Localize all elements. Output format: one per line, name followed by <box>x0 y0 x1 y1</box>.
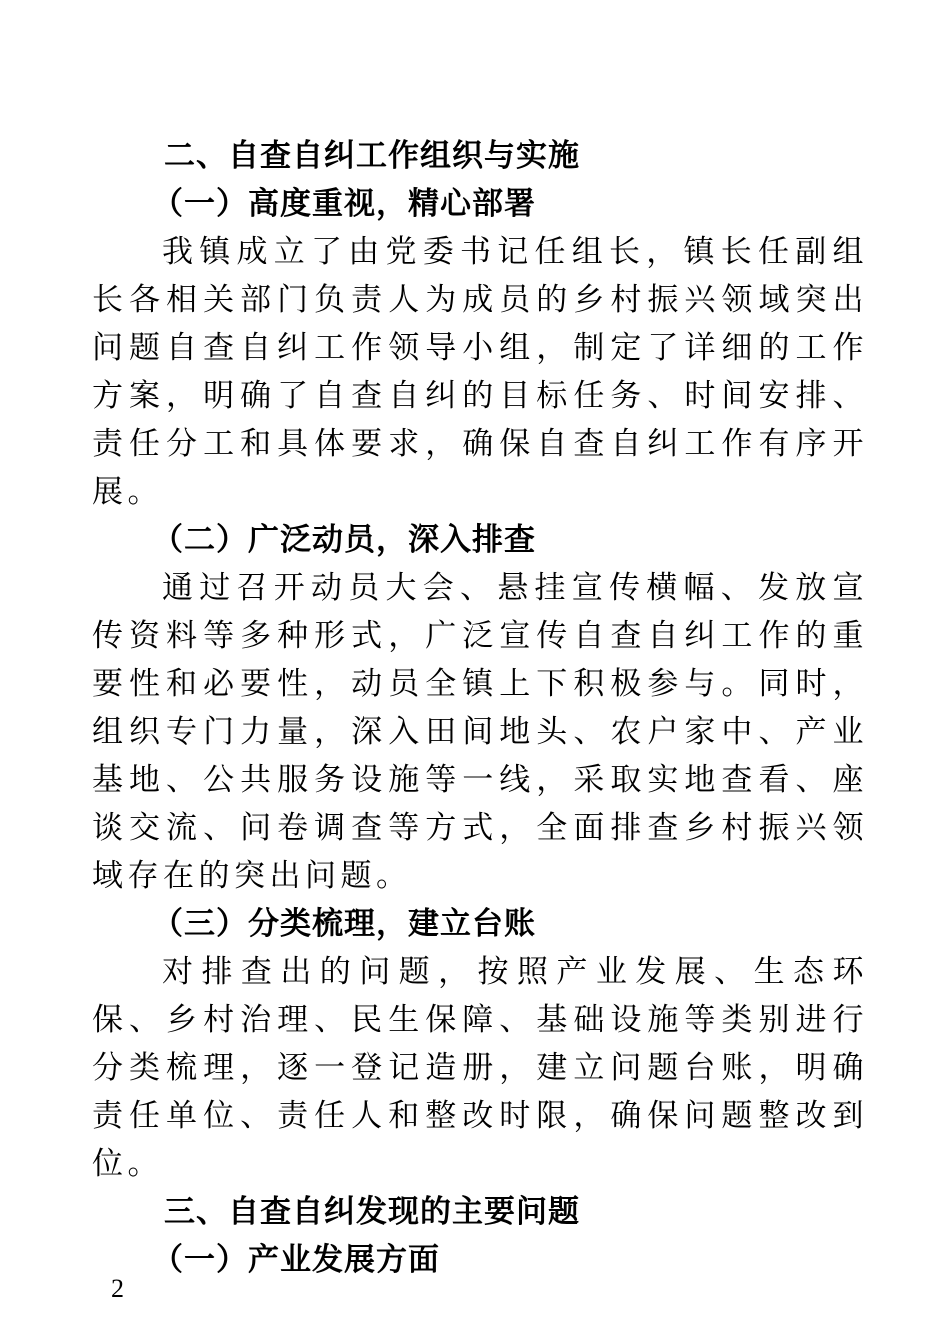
paragraph-2-2: 通过召开动员大会、悬挂宣传横幅、发放宣传资料等多种形式，广泛宣传自查自纠工作的重要性和必要性，动员全镇上下积极参与。同时，组织专门力量，深入田间地头、农户家中、产业基地、公共服务设施等一线，采取实地查看、座谈交流、问卷调查等方式，全面排查乡村振兴领域存在的突出问题。 <box>92 570 868 894</box>
section-heading-3: 三、自查自纠发现的主要问题 <box>164 1194 580 1230</box>
subsection-heading-2-2: （二）广泛动员，深入排查 <box>152 522 536 558</box>
section-heading-2: 二、自查自纠工作组织与实施 <box>164 138 580 174</box>
subsection-heading-2-3: （三）分类梳理，建立台账 <box>152 906 536 942</box>
document-body <box>92 132 868 1284</box>
paragraph-2-3: 对排查出的问题，按照产业发展、生态环保、乡村治理、民生保障、基础设施等类别进行分类梳理，逐一登记造册，建立问题台账，明确责任单位、责任人和整改时限，确保问题整改到位。 <box>92 954 868 1182</box>
page-number: 2 <box>111 1274 124 1303</box>
paragraph-2-1: 我镇成立了由党委书记任组长，镇长任副组长各相关部门负责人为成员的乡村振兴领域突出问题自查自纠工作领导小组，制定了详细的工作方案，明确了自查自纠的目标任务、时间安排、责任分工和具体要求，确保自查自纠工作有序开展。 <box>92 234 868 510</box>
subsection-heading-2-1: （一）高度重视，精心部署 <box>152 186 536 222</box>
subsection-heading-3-1: （一）产业发展方面 <box>152 1242 440 1278</box>
